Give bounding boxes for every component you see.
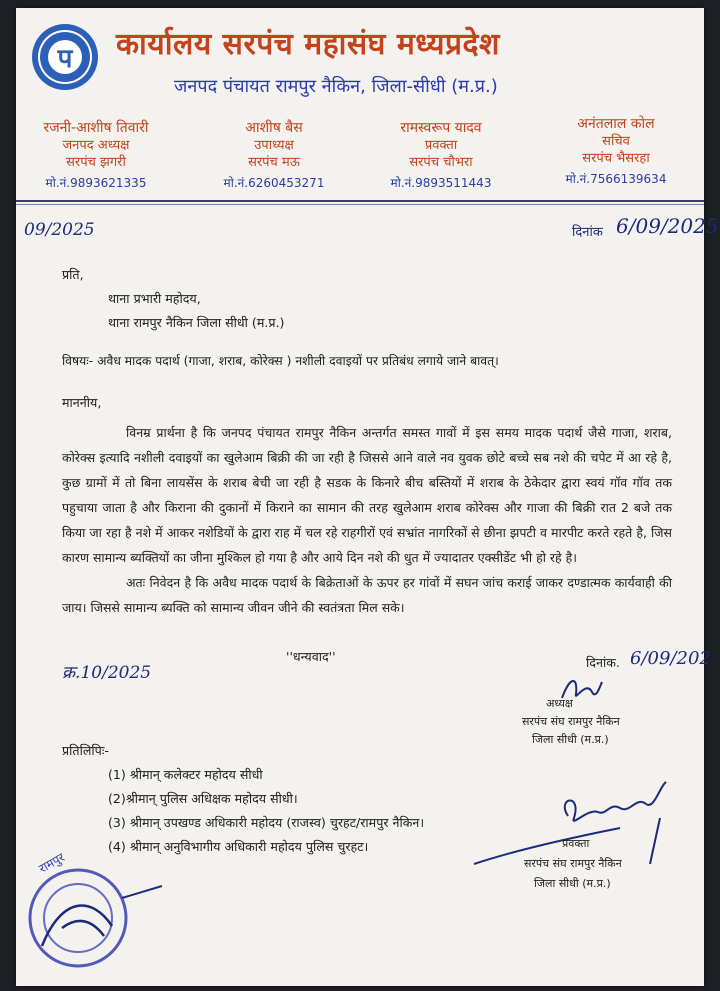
member-block <box>16 120 176 192</box>
signer2-org: सरपंच संघ रामपुर नैकिन <box>524 857 622 870</box>
member-name: आशीष बैस <box>245 120 303 136</box>
member-name: रामस्वरूप यादव <box>400 120 482 136</box>
member-name: रजनी-आशीष तिवारी <box>43 120 149 136</box>
member-phone: मो.नं.6260453271 <box>223 176 325 190</box>
signer2-district: जिला सीधी (म.प्र.) <box>534 877 611 890</box>
member-place: सरपंच चौभरा <box>409 155 473 170</box>
header-divider <box>16 204 704 205</box>
signer1-district: जिला सीधी (म.प्र.) <box>532 733 609 746</box>
header-divider <box>16 200 704 202</box>
member-phone: मो.नं.7566139634 <box>565 172 667 186</box>
member-place: सरपंच भैसरहा <box>582 151 650 166</box>
member-designation: उपाध्यक्ष <box>254 138 294 153</box>
date-bottom: 6/09/202 <box>630 648 711 669</box>
body-paragraph: विनम्र प्रार्थना है कि जनपद पंचायत रामपुर नैकिन अन्तर्गत समस्त गावों में इस समय मादक पदार्थ जैसे गाजा, शराब, कोरेक्स इत्यादि नशीली दवाइयों का खुलेआम बिक्री की जा रही है जिससे आने वाले नव युवक छोटे बच्चे सब नशे की चपेट में आ रहे है, कुछ ग्रामों में तो बिना लायसेंस के शराब बेची जा रही है सडक के किनारे बीच बस्तियों में शराब के ठेकेदार द्वारा स्वयं गॉव गॉव तक पहुचाया जाता है और किराना की दुकानों में किराने का सामान की तरह खुलेआम शराब कोरेक्स और गाजा की बिक्री रात 2 बजे तक किया जा रहा है नशे में आकर नशेडियों के द्वारा राह में चल रहे राहगीरों एवं सभ्रांत नागरिकों से छीना झपटी व मारपीट करते रहते है, जिस कारण सामान्य ब्यक्तियों का जीना मुश्किल हो गया है और आये दिन नशे की धुत में ज्यादातर एक्सीडेंट भी हो रहे है। <box>62 425 672 565</box>
letter-page <box>16 8 719 986</box>
member-phone: मो.नं.9893621335 <box>45 176 147 190</box>
member-place: सरपंच झगरी <box>66 155 126 170</box>
to-label: प्रति, <box>62 267 84 282</box>
office-subtitle: जनपद पंचायत रामपुर नैकिन, जिला-सीधी (म.प्र.) <box>174 76 498 97</box>
office-title: कार्यालय सरपंच महासंघ मध्यप्रदेश <box>116 27 500 62</box>
member-block <box>536 116 696 188</box>
signer2-title: प्रवक्ता <box>562 837 590 850</box>
salutation: माननीय, <box>62 395 102 410</box>
stamp-text: रामपुर <box>36 850 67 876</box>
letter-body <box>62 420 672 620</box>
member-designation: सचिव <box>602 134 630 149</box>
date-label-top: दिनांक <box>572 225 603 240</box>
member-place: सरपंच मऊ <box>248 155 300 170</box>
thanks-text: ''धन्यवाद'' <box>286 649 336 664</box>
recipient-line-1: थाना प्रभारी महोदय, <box>108 291 201 306</box>
office-stamp-icon <box>22 856 142 976</box>
member-name: अनंतलाल कोल <box>577 116 655 132</box>
member-designation: प्रवक्ता <box>424 138 458 153</box>
date-top: 6/09/2025 <box>616 214 719 238</box>
cc-item: (1) श्रीमान् कलेक्टर महोदय सीधी <box>108 767 263 782</box>
signer1-title: अध्यक्ष <box>546 697 573 710</box>
date-label-bottom: दिनांक. <box>586 655 620 670</box>
member-block <box>366 120 516 192</box>
recipient-line-2: थाना रामपुर नैकिन जिला सीधी (म.प्र.) <box>108 315 285 330</box>
subject-line: विषयः- अवैध मादक पदार्थ (गाजा, शराब, कोरेक्स ) नशीली दवाइयों पर प्रतिबंध लगाये जाने बावत्। <box>62 354 499 368</box>
member-block <box>204 120 344 192</box>
sarpanch-logo-icon <box>30 22 100 92</box>
reference-number-top: 09/2025 <box>24 220 95 240</box>
reference-number-bottom: क्र.10/2025 <box>62 663 152 683</box>
svg-text:प: प <box>57 44 73 74</box>
cc-item: (4) श्रीमान् अनुविभागीय अधिकारी महोदय पुलिस चुरहट। <box>108 839 369 854</box>
cc-label: प्रतिलिपिः- <box>62 743 109 758</box>
body-paragraph: अतः निवेदन है कि अवैध मादक पदार्थ के बिक्रेताओं के ऊपर हर गांवों में सघन जांच कराई जाकर दण्डात्मक कार्यवाही की जाय। जिससे सामान्य ब्यक्ति को सामान्य जीवन जीने की स्वतंत्रता मिल सके। <box>62 575 672 615</box>
member-designation: जनपद अध्यक्ष <box>62 138 130 153</box>
cc-item: (3) श्रीमान् उपखण्ड अधिकारी महोदय (राजस्व) चुरहट/रामपुर नैकिन। <box>108 815 425 830</box>
cc-item: (2)श्रीमान् पुलिस अधिक्षक महोदय सीधी। <box>108 791 298 806</box>
spokesperson-signature-icon <box>470 778 680 868</box>
member-phone: मो.नं.9893511443 <box>390 176 492 190</box>
signer1-org: सरपंच संघ रामपुर नैकिन <box>522 715 620 728</box>
